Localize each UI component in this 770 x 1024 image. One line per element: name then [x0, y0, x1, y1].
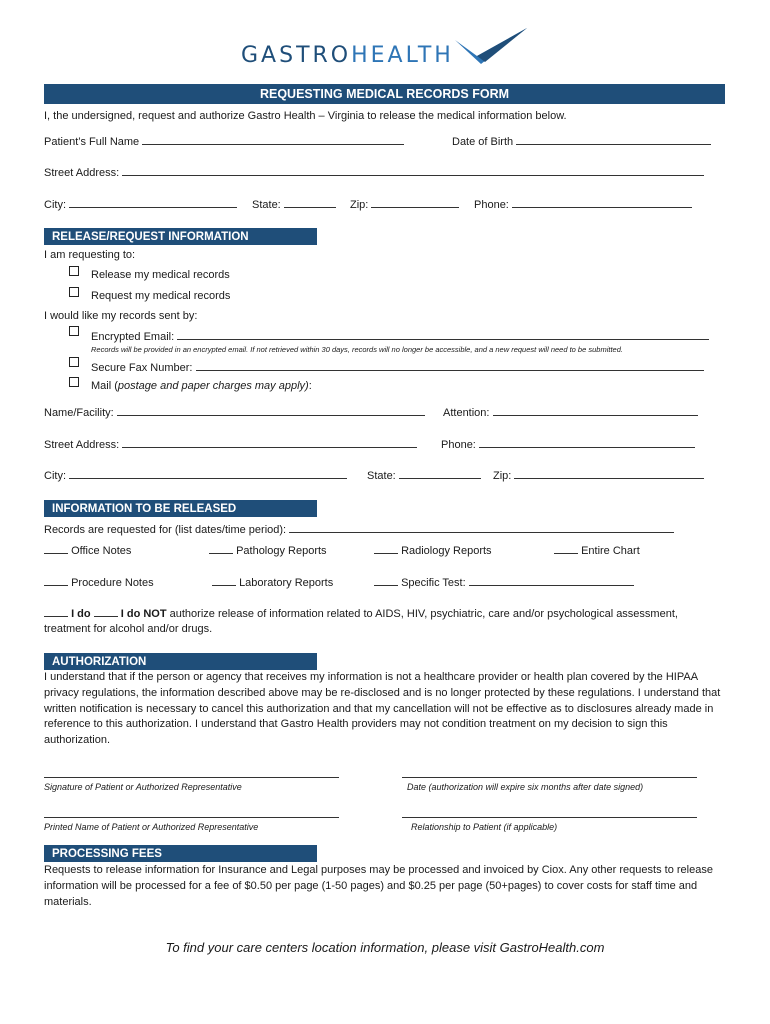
dates-field[interactable]: Records are requested for (list dates/time period):: [44, 522, 674, 536]
recipient-phone-field[interactable]: Phone:: [441, 437, 695, 451]
authorization-heading: AUTHORIZATION: [44, 653, 317, 670]
encrypted-email-note: Records will be provided in an encrypted email. If not retrieved within 30 days, records will no longer be accessible, and a new request will need to be submitted.: [91, 345, 623, 354]
logo-wordmark: GASTROHEALTH: [241, 43, 454, 68]
release-records-label: Release my medical records: [91, 269, 230, 281]
request-records-label: Request my medical records: [91, 290, 231, 302]
entire-chart-item[interactable]: Entire Chart: [554, 543, 640, 557]
printed-name-line[interactable]: [44, 817, 339, 818]
procedure-notes-item[interactable]: Procedure Notes: [44, 575, 154, 589]
requesting-label: I am requesting to:: [44, 249, 136, 261]
consent-line-2: treatment for alcohol and/or drugs.: [44, 623, 213, 635]
authorization-text: I understand that if the person or agency that receives my information is not a healthcare provider or health plan covered by the HIPAA privacy regulations, the information described above may be re-disclosed and is no longer protected by these regulations. I understand that written notification is necessary to cancel this authorization and that my cancellation will not be effective as to disclosures already made in reference to this authorization. I understand that Gastro Health providers may not condition treatment on my decision to sign this authorization.: [44, 671, 721, 747]
encrypted-email-checkbox[interactable]: [69, 326, 79, 336]
specific-test-item[interactable]: Specific Test:: [374, 575, 634, 589]
date-caption: Date (authorization will expire six months after date signed): [407, 782, 644, 792]
mail-checkbox[interactable]: [69, 377, 79, 387]
sent-by-label: I would like my records sent by:: [44, 310, 198, 322]
laboratory-reports-item[interactable]: Laboratory Reports: [212, 575, 333, 589]
logo-checkmark-icon: [455, 26, 530, 66]
intro-text: I, the undersigned, request and authorize Gastro Health – Virginia to release the medical information below.: [44, 110, 567, 122]
secure-fax-checkbox[interactable]: [69, 357, 79, 367]
patient-phone-field[interactable]: Phone:: [474, 197, 692, 211]
recipient-city-field[interactable]: City:: [44, 468, 347, 482]
mail-label: Mail (postage and paper charges may apply):: [91, 380, 312, 392]
recipient-zip-field[interactable]: Zip:: [493, 468, 704, 482]
encrypted-email-field[interactable]: Encrypted Email:: [91, 329, 709, 343]
patient-zip-field[interactable]: Zip:: [350, 197, 459, 211]
relationship-line[interactable]: [402, 817, 697, 818]
request-records-checkbox[interactable]: [69, 287, 79, 297]
footer-text: To find your care centers location information, please visit GastroHealth.com: [165, 940, 605, 955]
attention-field[interactable]: Attention:: [443, 405, 698, 419]
release-section-heading: RELEASE/REQUEST INFORMATION: [44, 228, 317, 245]
signature-caption: Signature of Patient or Authorized Representative: [44, 782, 242, 792]
patient-state-field[interactable]: State:: [252, 197, 336, 211]
recipient-street-field[interactable]: Street Address:: [44, 437, 417, 451]
recipient-state-field[interactable]: State:: [367, 468, 481, 482]
radiology-reports-item[interactable]: Radiology Reports: [374, 543, 492, 557]
patient-name-field[interactable]: Patient’s Full Name: [44, 134, 404, 148]
logo: [0, 26, 770, 66]
signature-line[interactable]: [44, 777, 339, 778]
office-notes-item[interactable]: Office Notes: [44, 543, 131, 557]
dob-field[interactable]: Date of Birth: [452, 134, 711, 148]
info-section-heading: INFORMATION TO BE RELEASED: [44, 500, 317, 517]
pathology-reports-item[interactable]: Pathology Reports: [209, 543, 327, 557]
consent-line[interactable]: I do I do NOT authorize release of information related to AIDS, HIV, psychiatric, care and/or psychological assessment,: [44, 606, 678, 620]
date-line[interactable]: [402, 777, 697, 778]
name-facility-field[interactable]: Name/Facility:: [44, 405, 425, 419]
form-title: REQUESTING MEDICAL RECORDS FORM: [44, 84, 725, 104]
fees-text: Requests to release information for Insurance and Legal purposes may be processed and invoiced by Ciox. Any other requests to release information will be processed for a fee of $0.50 per page (1-50 pages) and $0.25 per page (50+pages) to cover costs for staff time and materials.: [44, 864, 713, 908]
fees-heading: PROCESSING FEES: [44, 845, 317, 862]
secure-fax-field[interactable]: Secure Fax Number:: [91, 360, 704, 374]
patient-city-field[interactable]: City:: [44, 197, 237, 211]
relationship-caption: Relationship to Patient (if applicable): [411, 822, 558, 832]
release-records-checkbox[interactable]: [69, 266, 79, 276]
printed-name-caption: Printed Name of Patient or Authorized Representative: [44, 822, 259, 832]
patient-street-field[interactable]: Street Address:: [44, 165, 704, 179]
